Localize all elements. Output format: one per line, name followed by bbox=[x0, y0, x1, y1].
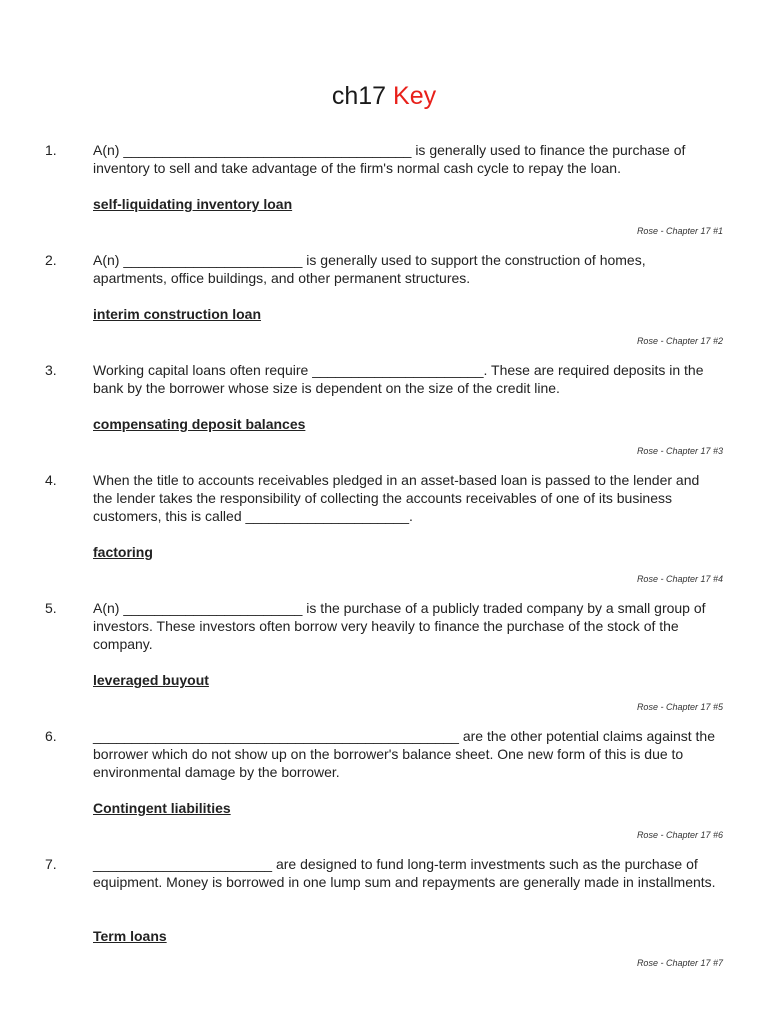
page-title bbox=[0, 80, 768, 112]
question-number: 5. bbox=[45, 600, 57, 616]
question-number: 6. bbox=[45, 728, 57, 744]
question-source: Rose - Chapter 17 #6 bbox=[636, 830, 723, 840]
question-answer: compensating deposit balances bbox=[93, 416, 306, 432]
question-answer: Term loans bbox=[93, 928, 167, 944]
question-text: A(n) _______________________ is generally used to support the construction of homes, apartments, office buildings, and other permanent structures. bbox=[93, 252, 646, 286]
question-text: When the title to accounts receivables pledged in an asset-based loan is passed to the lender and the lender takes the responsibility of collecting the accounts receivables of one of its business customers, this is called _____________________. bbox=[93, 472, 700, 524]
question-source: Rose - Chapter 17 #5 bbox=[636, 702, 723, 712]
question-number: 3. bbox=[45, 362, 57, 378]
question-text: A(n) _______________________ is the purchase of a publicly traded company by a small group of investors. These investors often borrow very heavily to finance the purchase of the stock of the company. bbox=[93, 600, 706, 652]
question-text: A(n) _____________________________________ is generally used to finance the purchase of inventory to sell and take advantage of the firm's normal cash cycle to repay the loan. bbox=[93, 142, 686, 176]
question-answer: factoring bbox=[93, 544, 153, 560]
question-answer: self-liquidating inventory loan bbox=[93, 196, 293, 212]
question-source: Rose - Chapter 17 #4 bbox=[636, 574, 723, 584]
question-source: Rose - Chapter 17 #1 bbox=[636, 226, 723, 236]
question-source: Rose - Chapter 17 #2 bbox=[636, 336, 723, 346]
title-key: Key bbox=[393, 82, 437, 110]
question-answer: interim construction loan bbox=[93, 306, 262, 322]
question-text: _______________________________________________ are the other potential claims against the borrower which do not show up on the borrower's balance sheet. One new form of this is due to environmental damage by the borrower. bbox=[93, 728, 715, 780]
title-main: ch17 bbox=[331, 82, 387, 110]
question-number: 4. bbox=[45, 472, 57, 488]
question-number: 1. bbox=[45, 142, 57, 158]
question-number: 2. bbox=[45, 252, 57, 268]
question-answer: Contingent liabilities bbox=[93, 800, 231, 816]
question-answer: leveraged buyout bbox=[93, 672, 209, 688]
question-text: _______________________ are designed to fund long-term investments such as the purchase of equipment. Money is borrowed in one lump sum and repayments are generally made in installments. bbox=[93, 856, 716, 890]
question-source: Rose - Chapter 17 #7 bbox=[636, 958, 723, 968]
question-text: Working capital loans often require ______________________. These are required deposits in the bank by the borrower whose size is dependent on the size of the credit line. bbox=[93, 362, 704, 396]
question-number: 7. bbox=[45, 856, 57, 872]
question-source: Rose - Chapter 17 #3 bbox=[636, 446, 723, 456]
